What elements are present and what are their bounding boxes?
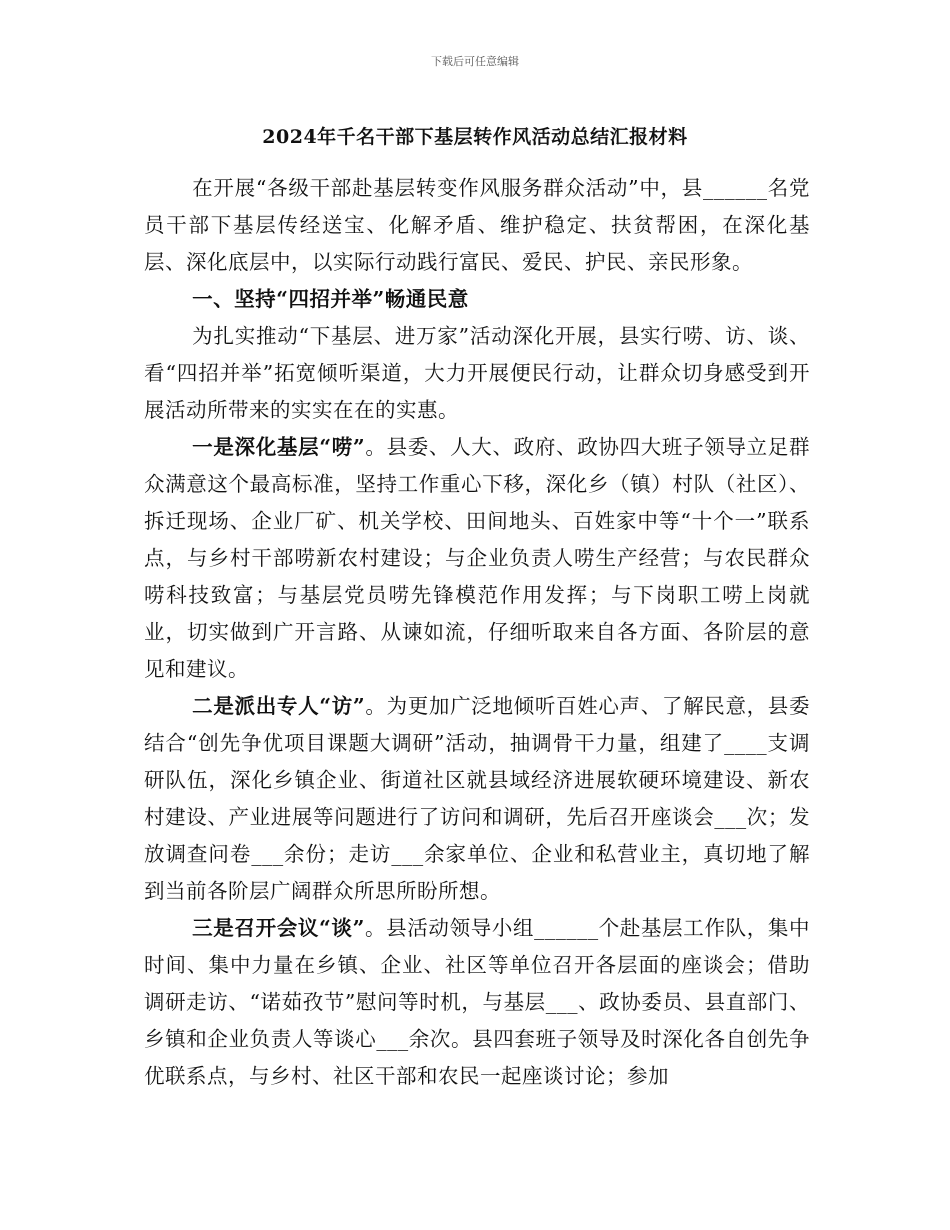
- item-paragraph-1: [144, 429, 810, 688]
- section-heading: 一、坚持“四招并举”畅通民意: [192, 287, 469, 311]
- item-lead-2: 二是派出专人“访”: [192, 694, 366, 718]
- item-text-3: 。县活动领导小组______个赴基层工作队，集中时间、集中力量在乡镇、企业、社区等单位召开各层面的座谈会；借助调研走访、“诺茹孜节”慰问等时机，与基层___、政协委员、县直部门、乡镇和企业负责人等谈心___余次。县四套班子领导及时深化各自创先争优联系点，与乡村、社区干部和农民一起座谈讨论；参加: [144, 916, 811, 1088]
- header-note: 下载后可任意编辑: [431, 55, 519, 68]
- section-intro-paragraph: 为扎实推动“下基层、进万家”活动深化开展，县实行唠、访、谈、看“四招并举”拓宽倾听渠道，大力开展便民行动，让群众切身感受到开展活动所带来的实实在在的实惠。: [144, 324, 810, 422]
- item-paragraph-3: [144, 910, 810, 1095]
- item-lead-1: 一是深化基层“唠”: [192, 435, 366, 459]
- document-body: [144, 170, 810, 1095]
- intro-paragraph: 在开展“各级干部赴基层转变作风服务群众活动”中，县______名党员干部下基层传经送宝、化解矛盾、维护稳定、扶贫帮困，在深化基层、深化底层中，以实际行动践行富民、爱民、护民、亲民形象。: [144, 176, 810, 274]
- item-text-2: 。为更加广泛地倾听百姓心声、了解民意，县委结合“创先争优项目课题大调研”活动，抽调骨干力量，组建了____支调研队伍，深化乡镇企业、街道社区就县域经济进展软硬环境建设、新农村建设、产业进展等问题进行了访问和调研，先后召开座谈会___次；发放调查问卷___余份；走访___余家单位、企业和私营业主，真切地了解到当前各阶层广阔群众所思所盼所想。: [144, 694, 810, 903]
- item-text-1: 。县委、人大、政府、政协四大班子领导立足群众满意这个最高标准，坚持工作重心下移，深化乡（镇）村队（社区）、拆迁现场、企业厂矿、机关学校、田间地头、百姓家中等“十个一”联系点，与乡村干部唠新农村建设；与企业负责人唠生产经营；与农民群众唠科技致富；与基层党员唠先锋模范作用发挥；与下岗职工唠上岗就业，切实做到广开言路、从谏如流，仔细听取来自各方面、各阶层的意见和建议。: [144, 435, 810, 681]
- item-paragraph-2: [144, 688, 810, 910]
- document-title: 2024年千名干部下基层转作风活动总结汇报材料: [262, 126, 688, 148]
- item-lead-3: 三是召开会议“谈”: [192, 916, 365, 940]
